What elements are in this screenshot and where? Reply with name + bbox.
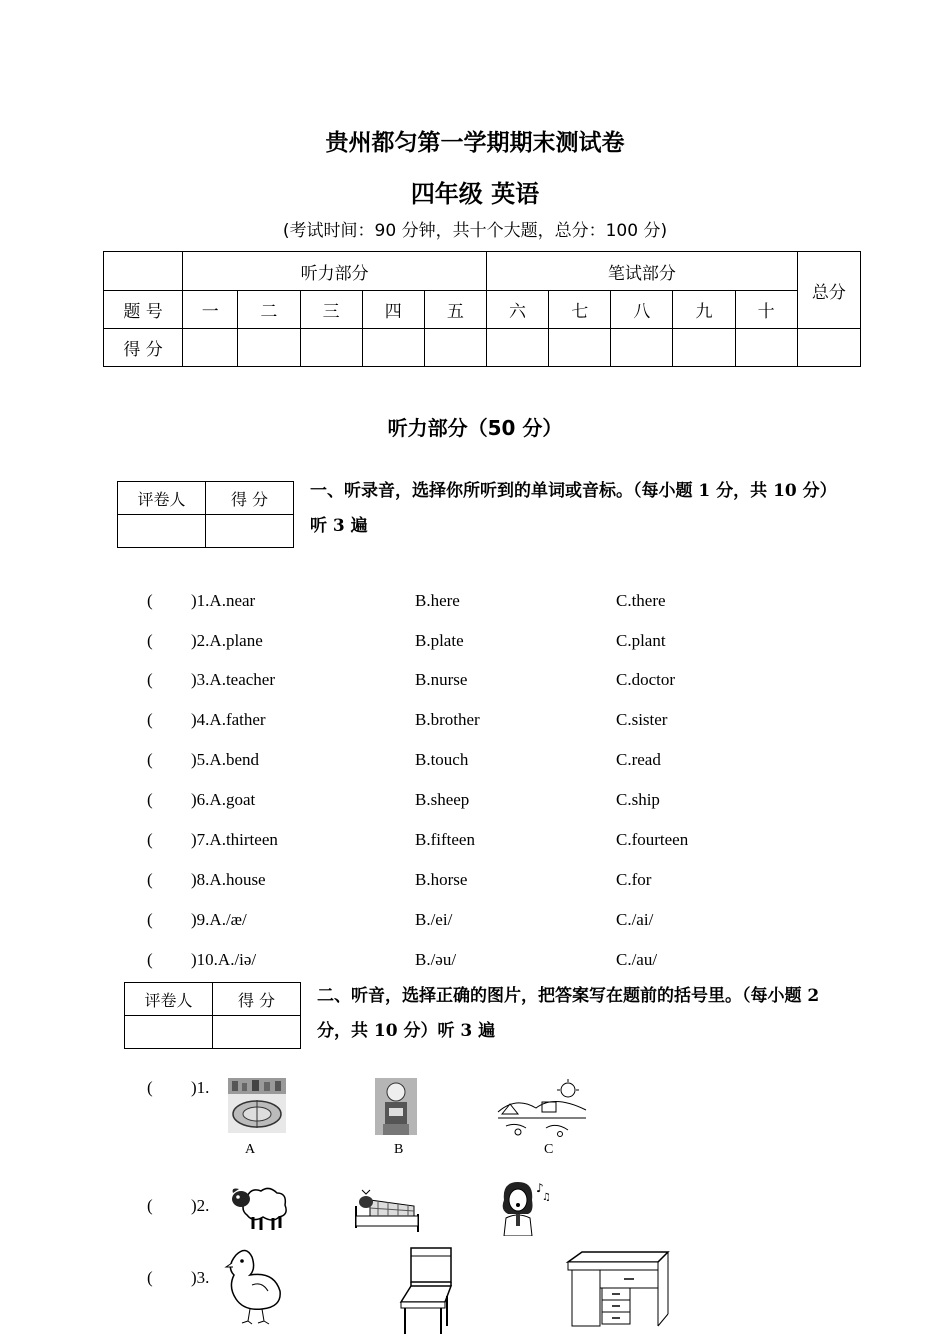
option-b: B.here (415, 591, 460, 610)
answer-bracket[interactable]: ( (147, 830, 153, 849)
question-row (0, 910, 950, 932)
grader-score-label: 得 分 (206, 482, 294, 515)
question-row (0, 750, 950, 772)
option-label: B (394, 1142, 404, 1157)
score-cell[interactable] (424, 329, 486, 367)
option-c: C./au/ (616, 950, 658, 969)
option-b: B./əu/ (415, 950, 457, 969)
option-c: C.doctor (616, 670, 676, 689)
option-label: C (544, 1142, 554, 1157)
question-row (0, 710, 950, 732)
option-a: )9.A./æ/ (191, 910, 247, 929)
option-b: B.brother (415, 710, 480, 729)
score-cell[interactable] (300, 329, 362, 367)
option-b: B.sheep (415, 790, 470, 809)
question-number: 八 (611, 291, 673, 329)
answer-bracket[interactable]: ( (147, 1268, 153, 1287)
option-c: C.fourteen (616, 830, 689, 849)
question-row (0, 950, 950, 972)
answer-bracket[interactable]: ( (147, 950, 153, 969)
option-b: B.plate (415, 631, 464, 650)
option-a: )6.A.goat (191, 790, 256, 809)
option-c: C.there (616, 591, 666, 610)
answer-bracket[interactable]: ( (147, 1196, 153, 1215)
question-number: 六 (486, 291, 548, 329)
score-cell[interactable] (183, 329, 238, 367)
farm-scene-picture[interactable] (496, 1078, 588, 1138)
question-number: 一 (183, 291, 238, 329)
row-score-label: 得 分 (104, 329, 183, 367)
option-b: B.fifteen (415, 830, 475, 849)
option-c: C.for (616, 870, 652, 889)
svg-text:♫: ♫ (542, 1192, 551, 1203)
question-row (0, 870, 950, 892)
written-header: 笔试部分 (486, 252, 797, 291)
boy-picture[interactable] (375, 1078, 417, 1135)
answer-bracket[interactable]: ( (147, 750, 153, 769)
question-number: 二 (238, 291, 300, 329)
answer-bracket[interactable]: ( (147, 790, 153, 809)
question-number: 五 (424, 291, 486, 329)
option-b: B.touch (415, 750, 469, 769)
option-a: )3.A.teacher (191, 670, 276, 689)
option-c: C.sister (616, 710, 668, 729)
question-row (0, 631, 950, 653)
question-number: 四 (362, 291, 424, 329)
question-number: 九 (673, 291, 735, 329)
option-b: B./ei/ (415, 910, 453, 929)
chick-picture[interactable] (222, 1245, 286, 1325)
answer-bracket[interactable]: ( (147, 870, 153, 889)
option-label: A (245, 1142, 256, 1157)
score-cell[interactable] (735, 329, 797, 367)
exam-info: (考试时间：90 分钟，共十个大题，总分：100 分) (282, 221, 668, 241)
svg-text:♪: ♪ (536, 1181, 544, 1195)
answer-bracket[interactable]: ( (147, 631, 153, 650)
answer-bracket[interactable]: ( (147, 910, 153, 929)
option-c: C.read (616, 750, 661, 769)
score-cell[interactable] (238, 329, 300, 367)
sheep-picture[interactable] (229, 1183, 291, 1233)
question-number: )2. (191, 1196, 210, 1215)
grader-label: 评卷人 (125, 983, 213, 1016)
score-cell[interactable] (362, 329, 424, 367)
exam-subtitle: 四年级 英语 (410, 180, 540, 208)
question-row (0, 790, 950, 812)
grader-label: 评卷人 (118, 482, 206, 515)
chair-picture[interactable] (397, 1246, 459, 1336)
question-number: )3. (191, 1268, 210, 1287)
question-row (0, 670, 950, 692)
exam-title: 贵州都匀第一学期期末测试卷 (325, 130, 625, 156)
total-header: 总分 (797, 252, 860, 329)
desk-picture[interactable] (562, 1250, 670, 1330)
listening-header: 听力部分 (183, 252, 487, 291)
question-number: 十 (735, 291, 797, 329)
question-number: )1. (191, 1078, 210, 1097)
option-a: )10.A./iə/ (191, 950, 257, 969)
option-b: B.nurse (415, 670, 468, 689)
grader-name-cell[interactable] (125, 1016, 213, 1049)
total-score-cell[interactable] (797, 329, 860, 367)
grader-score-label: 得 分 (213, 983, 301, 1016)
option-a: )5.A.bend (191, 750, 259, 769)
part2-instruction: 二、听音，选择正确的图片，把答案写在题前的括号里。（每小题 2 分，共 10 分）听 3 遍 (317, 986, 820, 1041)
singing-girl-picture[interactable] (498, 1178, 554, 1236)
answer-bracket[interactable]: ( (147, 1078, 153, 1097)
question-row (0, 591, 950, 613)
grader-box (117, 481, 294, 548)
row-number-label: 题 号 (104, 291, 183, 329)
grader-score-cell[interactable] (206, 515, 294, 548)
question-row (0, 830, 950, 852)
score-cell[interactable] (549, 329, 611, 367)
grader-score-cell[interactable] (213, 1016, 301, 1049)
option-a: )2.A.plane (191, 631, 263, 650)
score-table (103, 251, 861, 367)
sleeping-in-bed-picture[interactable] (352, 1186, 422, 1234)
option-c: C.plant (616, 631, 666, 650)
answer-bracket[interactable]: ( (147, 591, 153, 610)
playground-picture[interactable] (228, 1078, 286, 1133)
option-a: )8.A.house (191, 870, 266, 889)
score-table-corner (104, 252, 183, 291)
option-a: )7.A.thirteen (191, 830, 278, 849)
grader-box (124, 982, 301, 1049)
score-cell[interactable] (673, 329, 735, 367)
score-cell[interactable] (486, 329, 548, 367)
listening-section-title: 听力部分（50 分） (387, 416, 563, 440)
question-number: 七 (549, 291, 611, 329)
answer-bracket[interactable]: ( (147, 670, 153, 689)
grader-name-cell[interactable] (118, 515, 206, 548)
option-a: )4.A.father (191, 710, 266, 729)
score-cell[interactable] (611, 329, 673, 367)
part1-instruction: 一、听录音，选择你所听到的单词或音标。（每小题 1 分，共 10 分）听 3 遍 (310, 481, 837, 536)
option-c: C./ai/ (616, 910, 654, 929)
option-b: B.horse (415, 870, 468, 889)
option-c: C.ship (616, 790, 660, 809)
question-number: 三 (300, 291, 362, 329)
answer-bracket[interactable]: ( (147, 710, 153, 729)
option-a: )1.A.near (191, 591, 256, 610)
